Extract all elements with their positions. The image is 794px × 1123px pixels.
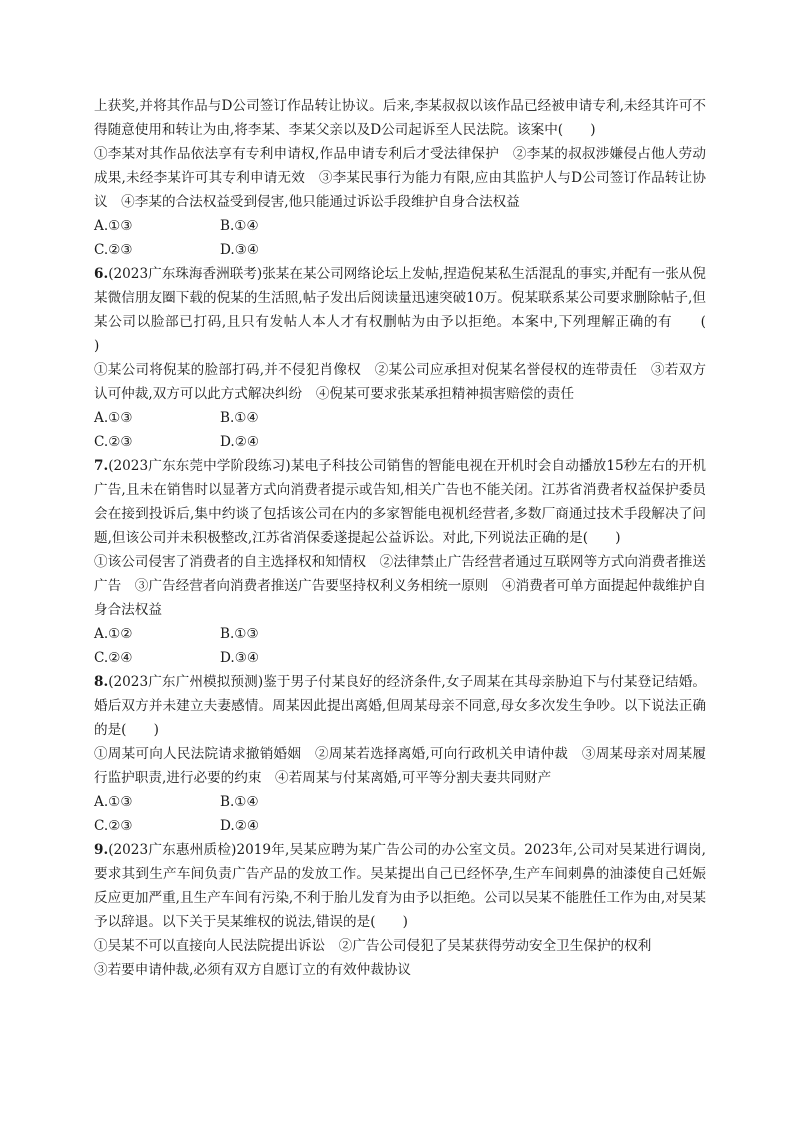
option-b: B.①④ (220, 794, 259, 810)
question-number: 9. (94, 842, 109, 858)
question-text: (2023广东东莞中学阶段练习)某电子科技公司销售的智能电视在开机时会自动播放15秒左右的开机广告,且未在销售时以显著方式向消费者提示或告知,相关广告也不能关闭。江苏省消费者权益保护委员会在接到投诉后,集中约谈了包括该公司在内的多家智能电视机经营者,多数厂商通过技术手段解决了问题,但该公司并未积极整改,江苏省消保委遂提起公益诉讼。对此,下列说法正确的是( ) (94, 458, 706, 546)
question-6 (94, 262, 734, 454)
answer-options (94, 406, 706, 454)
question-stem (94, 838, 706, 934)
option-d: D.③④ (220, 242, 260, 258)
question-statements: ①周某可向人民法院请求撤销婚姻 ②周某若选择离婚,可向行政机关申请仲裁 ③周某母亲对周某履行监护职责,进行必要的约束 ④若周某与付某离婚,可平等分割夫妻共同财产 (94, 746, 706, 786)
question-number: 8. (94, 674, 109, 690)
document-page (94, 94, 734, 982)
option-c: C.②③ (94, 818, 133, 834)
question-statements-extra: ③若要申请仲裁,必须有双方自愿订立的有效仲裁协议 (94, 962, 411, 978)
answer-options (94, 214, 706, 262)
question-9 (94, 838, 706, 982)
question-7 (94, 454, 706, 670)
question-stem: 上获奖,并将其作品与D公司签订作品转让协议。后来,李某叔叔以该作品已经被申请专利,未经其许可不得随意使用和转让为由,将李某、李某父亲以及D公司起诉至人民法院。该案中( ) (94, 98, 706, 138)
question-stem (94, 670, 706, 742)
question-text: (2023广东广州模拟预测)鉴于男子付某良好的经济条件,女子周某在其母亲胁迫下与付某登记结婚。婚后双方并未建立夫妻感情。周某因此提出离婚,但周某母亲不同意,母女多次发生争吵。以下说法正确的是( ) (94, 674, 706, 738)
question-8 (94, 670, 706, 838)
question-stem (94, 454, 706, 550)
option-d: D.③④ (220, 650, 260, 666)
question-statements: ①李某对其作品依法享有专利申请权,作品申请专利后才受法律保护 ②李某的叔叔涉嫌侵占他人劳动成果,未经李某许可其专利申请无效 ③李某民事行为能力有限,应由其监护人与D公司签订作品转让协议 ④李某的合法权益受到侵害,他只能通过诉讼手段维护自身合法权益 (94, 146, 706, 210)
question-number: 7. (94, 458, 109, 474)
answer-options (94, 790, 706, 838)
option-b: B.①④ (220, 410, 259, 426)
option-c: C.②③ (94, 242, 133, 258)
option-c: C.②④ (94, 650, 133, 666)
question-statements: ①某公司将倪某的脸部打码,并不侵犯肖像权 ②某公司应承担对倪某名誉侵权的连带责任 ③若双方认可仲裁,双方可以此方式解决纠纷 ④倪某可要求张某承担精神损害赔偿的责任 (94, 362, 706, 402)
option-a: A.①② (94, 626, 133, 642)
question-5-continued (94, 94, 706, 262)
question-statements: ①该公司侵害了消费者的自主选择权和知情权 ②法律禁止广告经营者通过互联网等方式向消费者推送广告 ③广告经营者向消费者推送广告要坚持权利义务相统一原则 ④消费者可单方面提起仲裁维护自身合法权益 (94, 554, 706, 618)
question-number: 6. (94, 266, 109, 282)
question-statements: ①吴某不可以直接向人民法院提出诉讼 ②广告公司侵犯了吴某获得劳动安全卫生保护的权利 (94, 938, 652, 954)
option-c: C.②③ (94, 434, 133, 450)
option-d: D.②④ (220, 818, 260, 834)
option-a: A.①③ (94, 218, 133, 234)
option-a: A.①③ (94, 410, 133, 426)
option-b: B.①④ (220, 218, 259, 234)
question-text: (2023广东惠州质检)2019年,吴某应聘为某广告公司的办公室文员。2023年,公司对吴某进行调岗,要求其到生产车间负责广告产品的发放工作。吴某提出自己已经怀孕,生产车间刺鼻的油漆使自己妊娠反应更加严重,且生产车间有污染,不利于胎儿发育为由予以拒绝。公司以吴某不能胜任工作为由,对吴某予以辞退。以下关于吴某维权的说法,错误的是( ) (94, 842, 706, 930)
answer-options (94, 622, 706, 670)
option-a: A.①③ (94, 794, 133, 810)
option-b: B.①③ (220, 626, 259, 642)
option-d: D.②④ (220, 434, 260, 450)
question-stem (94, 262, 734, 358)
question-text: (2023广东珠海香洲联考)张某在某公司网络论坛上发帖,捏造倪某私生活混乱的事实,并配有一张从倪某微信朋友圈下载的倪某的生活照,帖子发出后阅读量迅速突破10万。倪某联系某公司要求删除帖子,但某公司以脸部已打码,且只有发帖人本人才有权删帖为由予以拒绝。本案中,下列理解正确的有 ( ) (94, 266, 734, 354)
